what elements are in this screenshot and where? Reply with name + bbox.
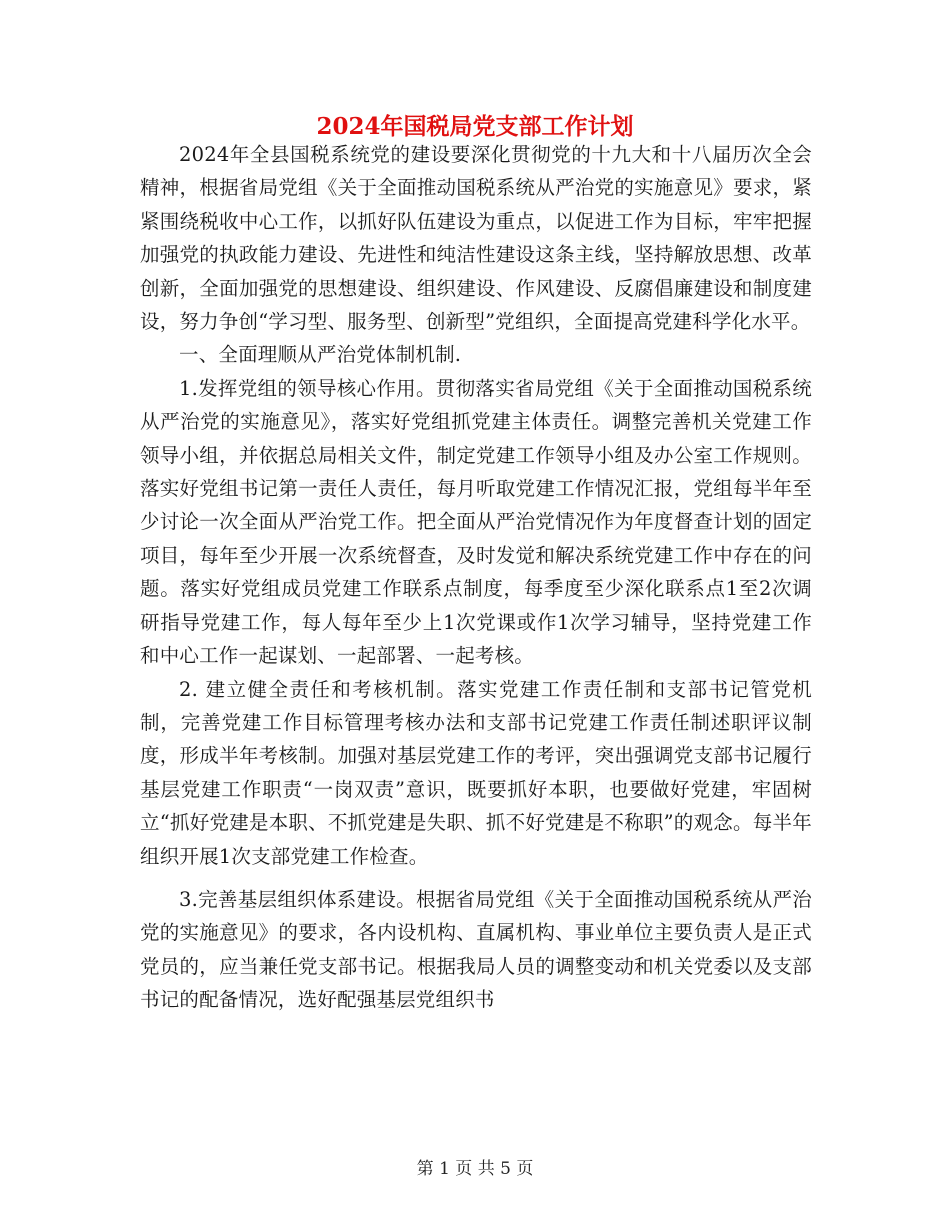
paragraph-item-3: 3.完善基层组织体系建设。根据省局党组《关于全面推动国税系统从严治党的实施意见》的要求，各内设机构、直属机构、事业单位主要负责人是正式党员的，应当兼任党支部书记。根据我局人员的调整变动和机关党委以及支部书记的配备情况，选好配强基层党组织书 <box>140 887 812 1012</box>
document-title: 2024年国税局党支部工作计划 <box>316 113 634 140</box>
page-footer: 第 1 页 共 5 页 <box>416 1159 534 1179</box>
paragraph-item-2: 2. 建立健全责任和考核机制。落实党建工作责任制和支部书记管党机制，完善党建工作目标管理考核办法和支部书记党建工作责任制述职评议制度，形成半年考核制。加强对基层党建工作的考评，突出强调党支部书记履行基层党建工作职责“一岗双责”意识，既要抓好本职，也要做好党建，牢固树立“抓好党建是本职、不抓党建是失职、抓不好党建是不称职”的观念。每半年组织开展1次支部党建工作检查。 <box>140 677 812 868</box>
document-body <box>140 138 812 1017</box>
section-heading: 一、全面理顺从严治党体制机制. <box>179 343 462 367</box>
paragraph-intro: 2024年全县国税系统党的建设要深化贯彻党的十九大和十八届历次全会精神，根据省局党组《关于全面推动国税系统从严治党的实施意见》要求，紧紧围绕税收中心工作，以抓好队伍建设为重点，以促进工作为目标，牢牢把握加强党的执政能力建设、先进性和纯洁性建设这条主线，坚持解放思想、改革创新，全面加强党的思想建设、组织建设、作风建设、反腐倡廉建设和制度建设，努力争创“学习型、服务型、创新型”党组织，全面提高党建科学化水平。 <box>140 143 812 334</box>
paragraph-item-1: 1.发挥党组的领导核心作用。贯彻落实省局党组《关于全面推动国税系统从严治党的实施意见》，落实好党组抓党建主体责任。调整完善机关党建工作领导小组，并依据总局相关文件，制定党建工作领导小组及办公室工作规则。落实好党组书记第一责任人责任，每月听取党建工作情况汇报，党组每半年至少讨论一次全面从严治党工作。把全面从严治党情况作为年度督查计划的固定项目，每年至少开展一次系统督查，及时发觉和解决系统党建工作中存在的问题。落实好党组成员党建工作联系点制度，每季度至少深化联系点1至2次调研指导党建工作，每人每年至少上1次党课或作1次学习辅导，坚持党建工作和中心工作一起谋划、一起部署、一起考核。 <box>140 376 812 668</box>
